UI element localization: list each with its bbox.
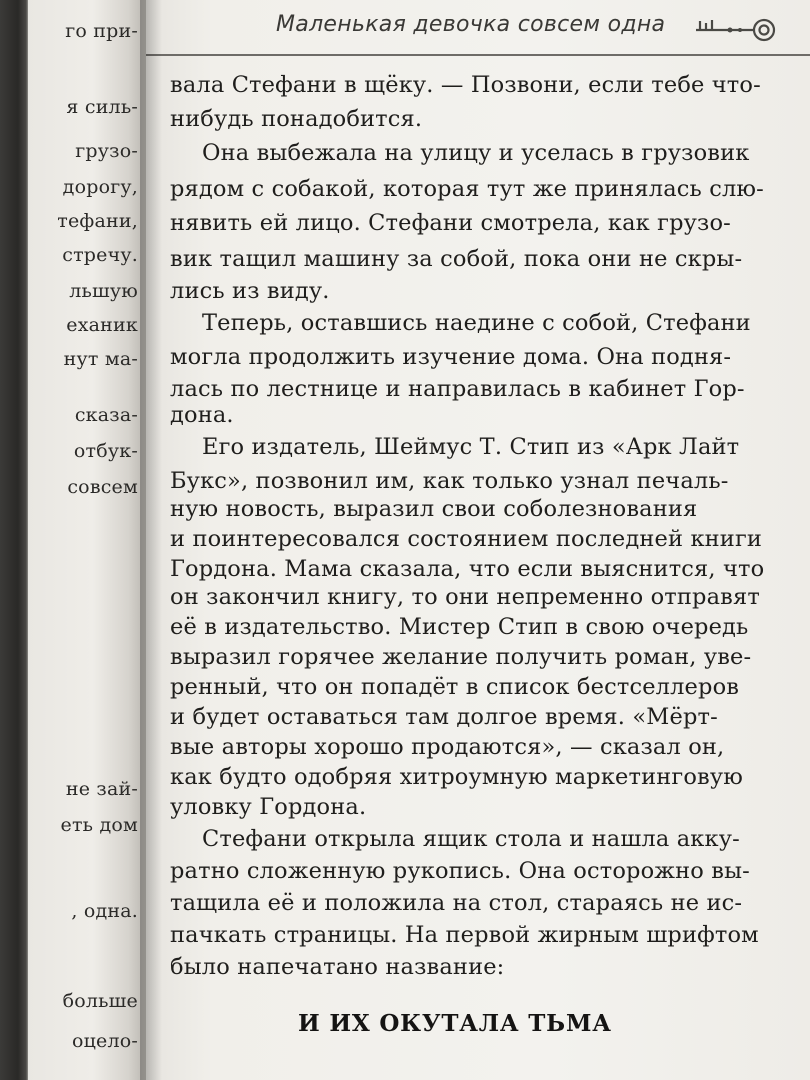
- left-page-line: грузо-: [75, 140, 138, 162]
- body-line: уловку Гордона.: [170, 794, 367, 820]
- gutter-shadow: [140, 0, 162, 1080]
- body-line: вик тащил машину за собой, пока они не скры-: [170, 246, 743, 272]
- body-line: лась по лестнице и направилась в кабинет Гор-: [170, 376, 745, 402]
- left-page-line: тефани,: [57, 210, 138, 232]
- body-line: как будто одобряя хитроумную маркетинговую: [170, 764, 743, 790]
- left-page-line: го при-: [65, 20, 138, 42]
- body-line: лись из виду.: [170, 278, 330, 304]
- body-line: Гордона. Мама сказала, что если выяснится, что: [170, 556, 765, 582]
- body-line: могла продолжить изучение дома. Она подня-: [170, 344, 732, 370]
- body-line: нибудь понадобится.: [170, 106, 423, 132]
- right-page: [146, 0, 810, 1080]
- body-line: и поинтересовался состоянием последней книги: [170, 526, 763, 552]
- left-page-line: больше: [62, 990, 138, 1012]
- body-line: рядом с собакой, которая тут же принялась слю-: [170, 176, 764, 202]
- body-line: Теперь, оставшись наедине с собой, Стефани: [202, 310, 751, 336]
- left-page-line: еть дом: [60, 814, 138, 836]
- left-page-line: нут ма-: [63, 348, 138, 370]
- left-page-line: еханик: [66, 314, 138, 336]
- body-line: он закончил книгу, то они непременно отправят: [170, 584, 760, 610]
- left-page-line: стречу.: [62, 244, 138, 266]
- body-line: вала Стефани в щёку. — Позвони, если тебе что-: [170, 72, 761, 98]
- running-head: Маленькая девочка совсем одна: [276, 12, 666, 37]
- chapter-title: И ИХ ОКУТАЛА ТЬМА: [298, 1010, 612, 1037]
- body-line: Она выбежала на улицу и уселась в грузовик: [202, 140, 750, 166]
- left-page-line: совсем: [67, 476, 138, 498]
- left-page: [28, 0, 146, 1080]
- left-page-line: оцело-: [71, 1030, 138, 1052]
- left-page-line: не зай-: [65, 778, 138, 800]
- body-line: тащила её и положила на стол, стараясь не ис-: [170, 890, 743, 916]
- left-page-line: , одна.: [71, 900, 138, 922]
- key-icon: [690, 10, 782, 50]
- left-page-line: отбук-: [73, 440, 138, 462]
- body-line: пачкать страницы. На первой жирным шрифтом: [170, 922, 759, 948]
- body-line: ренный, что он попадёт в список бестселлеров: [170, 674, 740, 700]
- body-line: выразил горячее желание получить роман, уве-: [170, 644, 752, 670]
- body-line: вые авторы хорошо продаются», — сказал он,: [170, 734, 725, 760]
- body-line: ратно сложенную рукопись. Она осторожно вы-: [170, 858, 750, 884]
- left-page-line: сказа-: [74, 404, 138, 426]
- left-page-line: я силь-: [66, 96, 138, 118]
- left-page-line: дорогу,: [62, 176, 138, 198]
- body-line: нявить ей лицо. Стефани смотрела, как грузо-: [170, 210, 731, 236]
- body-line: и будет оставаться там долгое время. «Мёрт-: [170, 704, 718, 730]
- body-line: Букс», позвонил им, как только узнал печаль-: [170, 468, 729, 494]
- body-line: дона.: [170, 402, 234, 428]
- body-line: Стефани открыла ящик стола и нашла акку-: [202, 826, 740, 852]
- body-line: её в издательство. Мистер Стип в свою очередь: [170, 614, 749, 640]
- left-page-line: льшую: [69, 280, 138, 302]
- body-line: было напечатано название:: [170, 954, 505, 980]
- header-rule: [146, 54, 810, 56]
- body-line: Его издатель, Шеймус Т. Стип из «Арк Лайт: [202, 434, 740, 460]
- body-line: ную новость, выразил свои соболезнования: [170, 496, 698, 522]
